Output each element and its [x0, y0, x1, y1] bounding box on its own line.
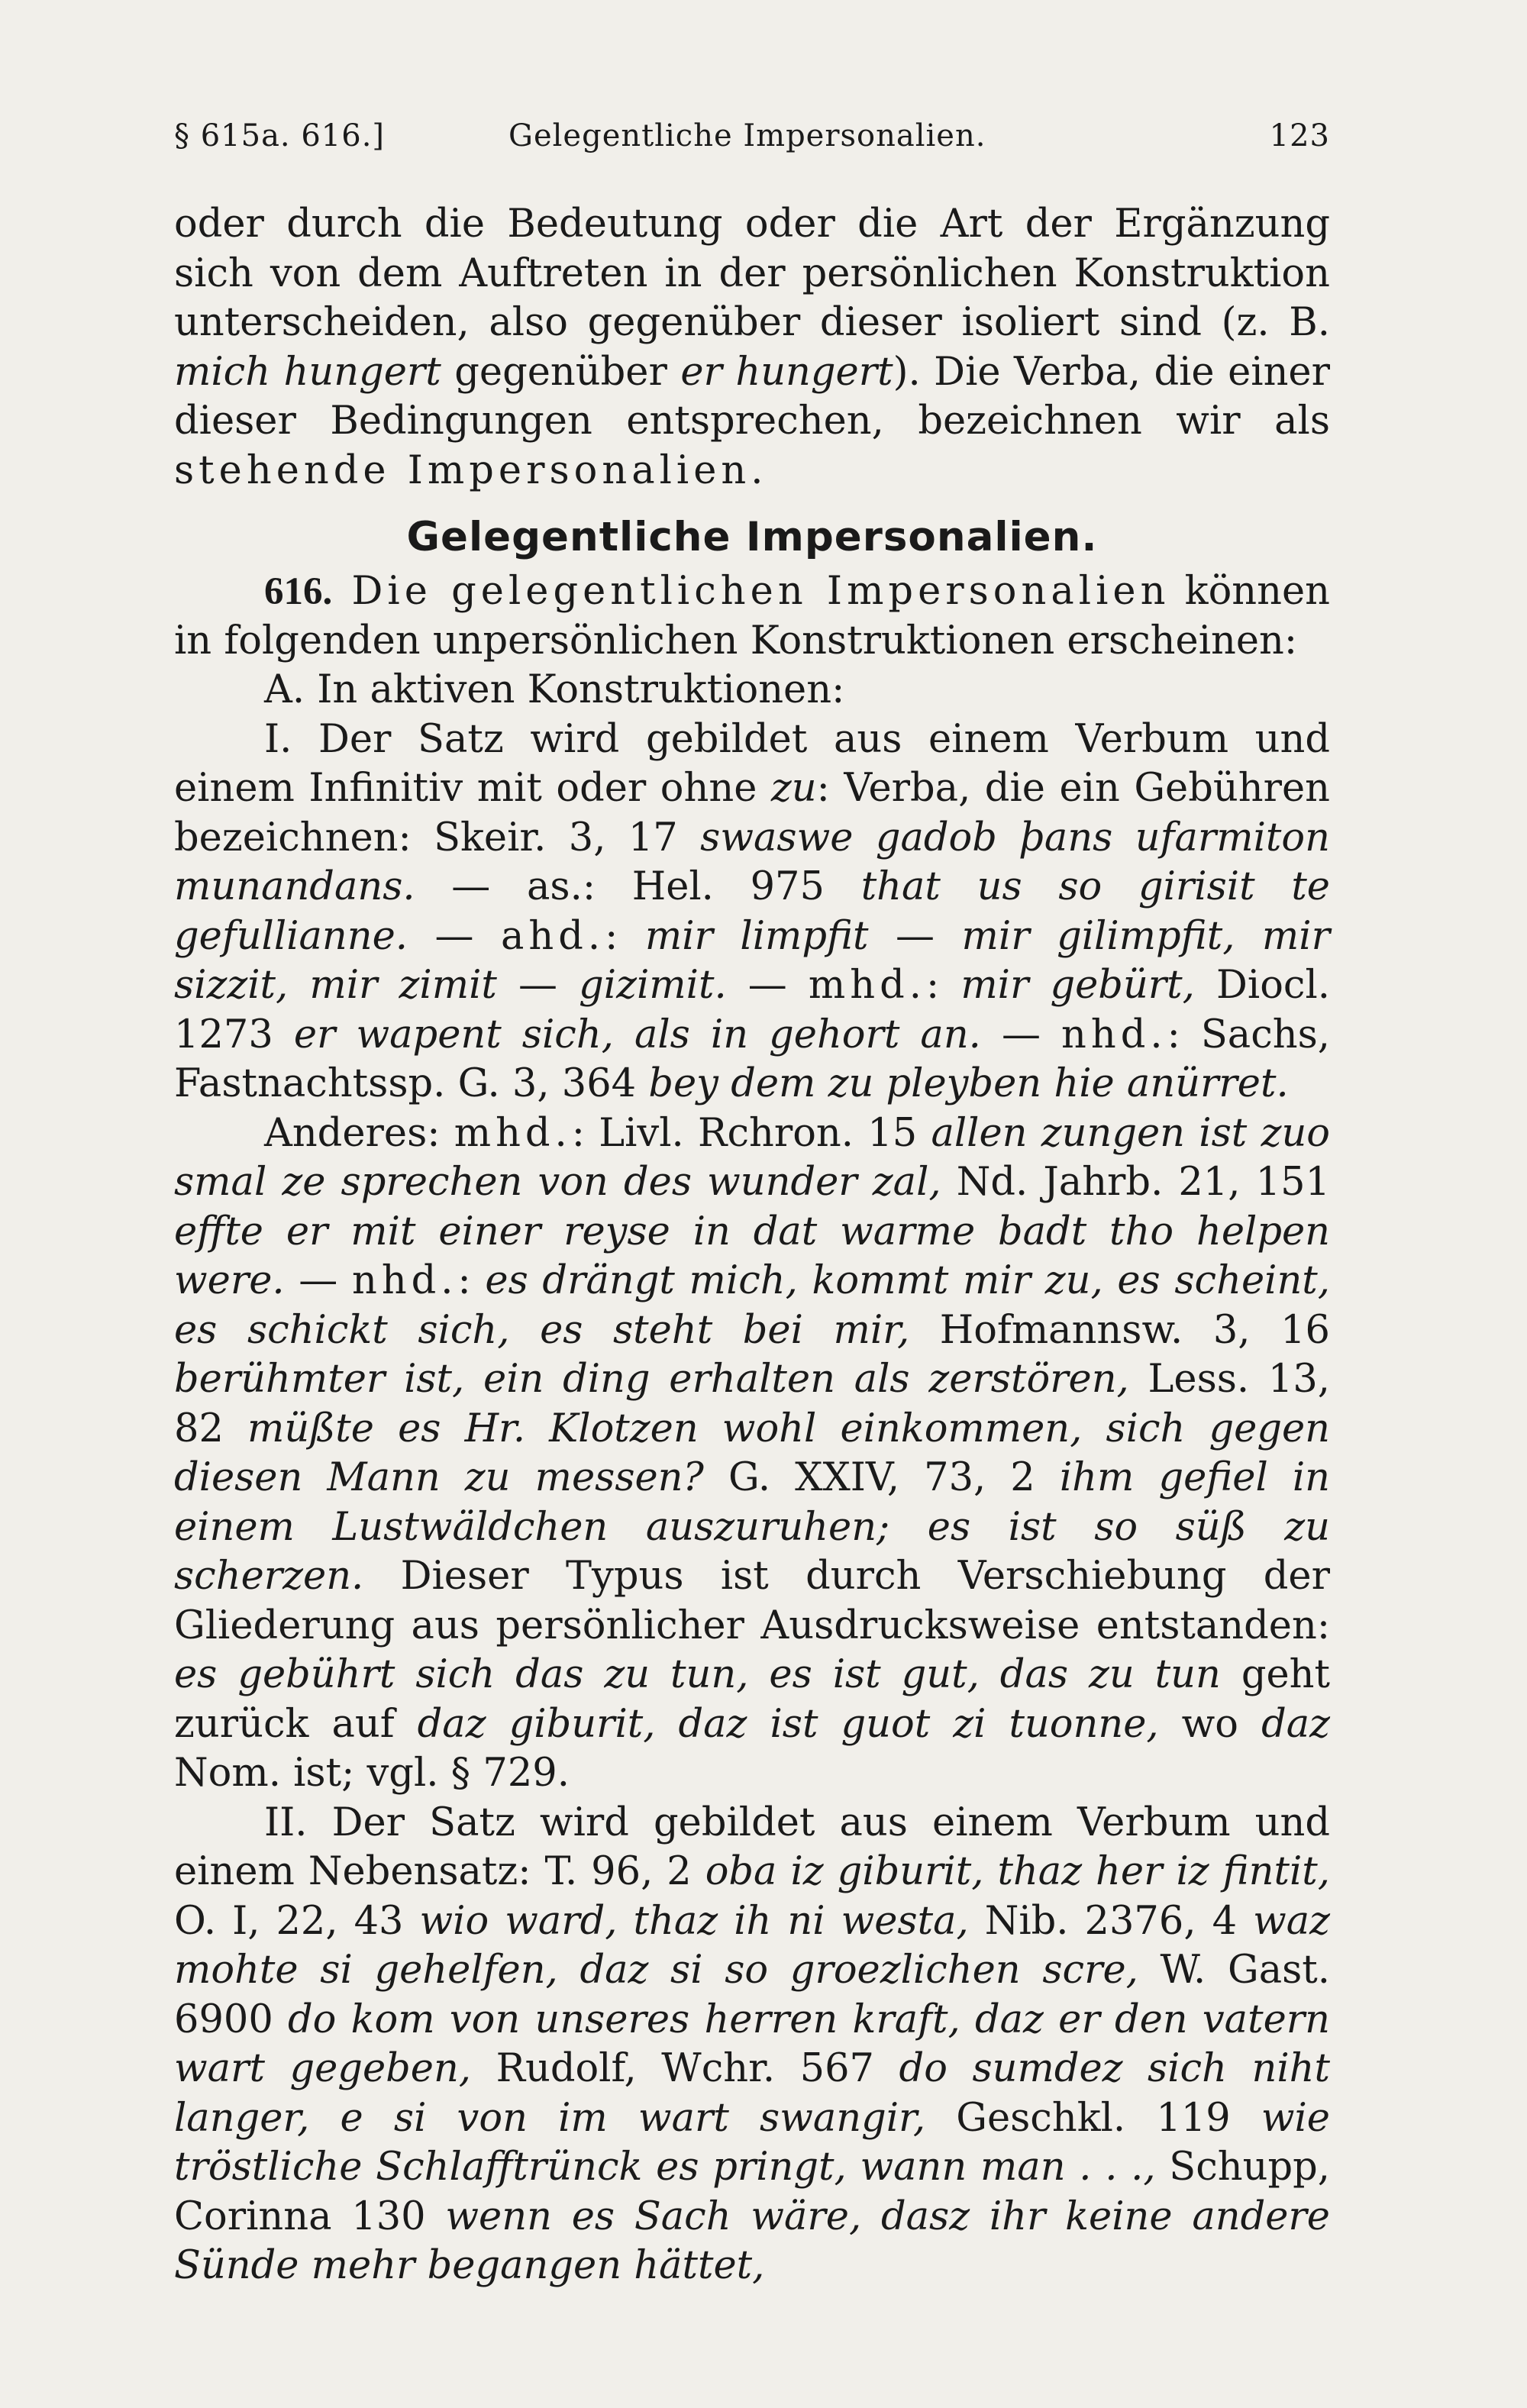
paragraph-615a-end: oder durch die Bedeutung oder die Art der Ergänzung sich von dem Auftreten in der persönlichen Konstruktion unterscheiden, also gegenüber dieser isoliert sind (z. B. mich hungert gegenüber er hungert). Die Verba, die einer dieser Bedingungen entsprechen, bezeichnen wir als stehende Impersonalien.: [174, 202, 1330, 493]
section-reference: § 615a. 616.]: [174, 118, 386, 153]
page-body: [174, 200, 1330, 2291]
section-heading: Gelegentliche Impersonalien.: [406, 514, 1098, 560]
paragraph-616-intro: 616. Die gelegentlichen Impersonalien können in folgenden unpersönlichen Konstruktionen erscheinen:: [174, 569, 1330, 663]
running-title: Gelegentliche Impersonalien.: [508, 118, 986, 153]
paragraph-anderes: Anderes: mhd.: Livl. Rchron. 15 allen zungen ist zuo smal ze sprechen von des wunder zal, Nd. Jahrb. 21, 151 effte er mit einer reyse in dat warme badt tho helpen were. — nhd.: es drängt mich, kommt mir zu, es scheint, es schickt sich, es steht bei mir, Hofmannsw. 3, 16 berühmter ist, ein ding erhalten als zerstören, Less. 13, 82 müßte es Hr. Klotzen wohl einkommen, sich gegen diesen Mann zu messen? G. XXIV, 73, 2 ihm gefiel in einem Lustwäldchen auszuruhen; es ist so süß zu scherzen. Dieser Typus ist durch Verschiebung der Gliederung aus persönlicher Ausdrucksweise entstanden: es gebührt sich das zu tun, es ist gut, das zu tun geht zurück auf daz giburit, daz ist guot zi tuonne, wo daz Nom. ist; vgl. § 729.: [174, 1110, 1331, 1796]
paragraph-number: 616.: [264, 570, 333, 613]
subheading-active: A. In aktiven Konstruktionen:: [264, 667, 845, 712]
running-header: [174, 113, 1330, 159]
page-number: 123: [1269, 118, 1330, 153]
paragraph-type-2: II. Der Satz wird gebildet aus einem Verbum und einem Nebensatz: T. 96, 2 oba iz giburit, thaz her iz fintit, O. I, 22, 43 wio ward, thaz ih ni westa, Nib. 2376, 4 waz mohte si gehelfen, daz si so groezlichen scre, W. Gast. 6900 do kom von unseres herren kraft, daz er den vatern wart gegeben, Rudolf, Wchr. 567 do sumdez sich niht langer, e si von im wart swangir, Geschkl. 119 wie tröstliche Schlafftrünck es pringt, wann man . . ., Schupp, Corinna 130 wenn es Sach wäre, dasz ihr keine andere Sünde mehr begangen hättet,: [174, 1800, 1330, 2288]
paragraph-type-1: I. Der Satz wird gebildet aus einem Verbum und einem Infinitiv mit oder ohne zu: Verba, die ein Gebühren bezeichnen: Skeir. 3, 17 swaswe gadob þans ufarmiton munandans. — as.: Hel. 975 that us so girisit te gefullianne. — ahd.: mir limpfit — mir gilimpfit, mir sizzit, mir zimit — gizimit. — mhd.: mir gebürt, Diocl. 1273 er wapent sich, als in gehort an. — nhd.: Sachs, Fastnachtssp. G. 3, 364 bey dem zu pleyben hie anürret.: [174, 716, 1331, 1106]
